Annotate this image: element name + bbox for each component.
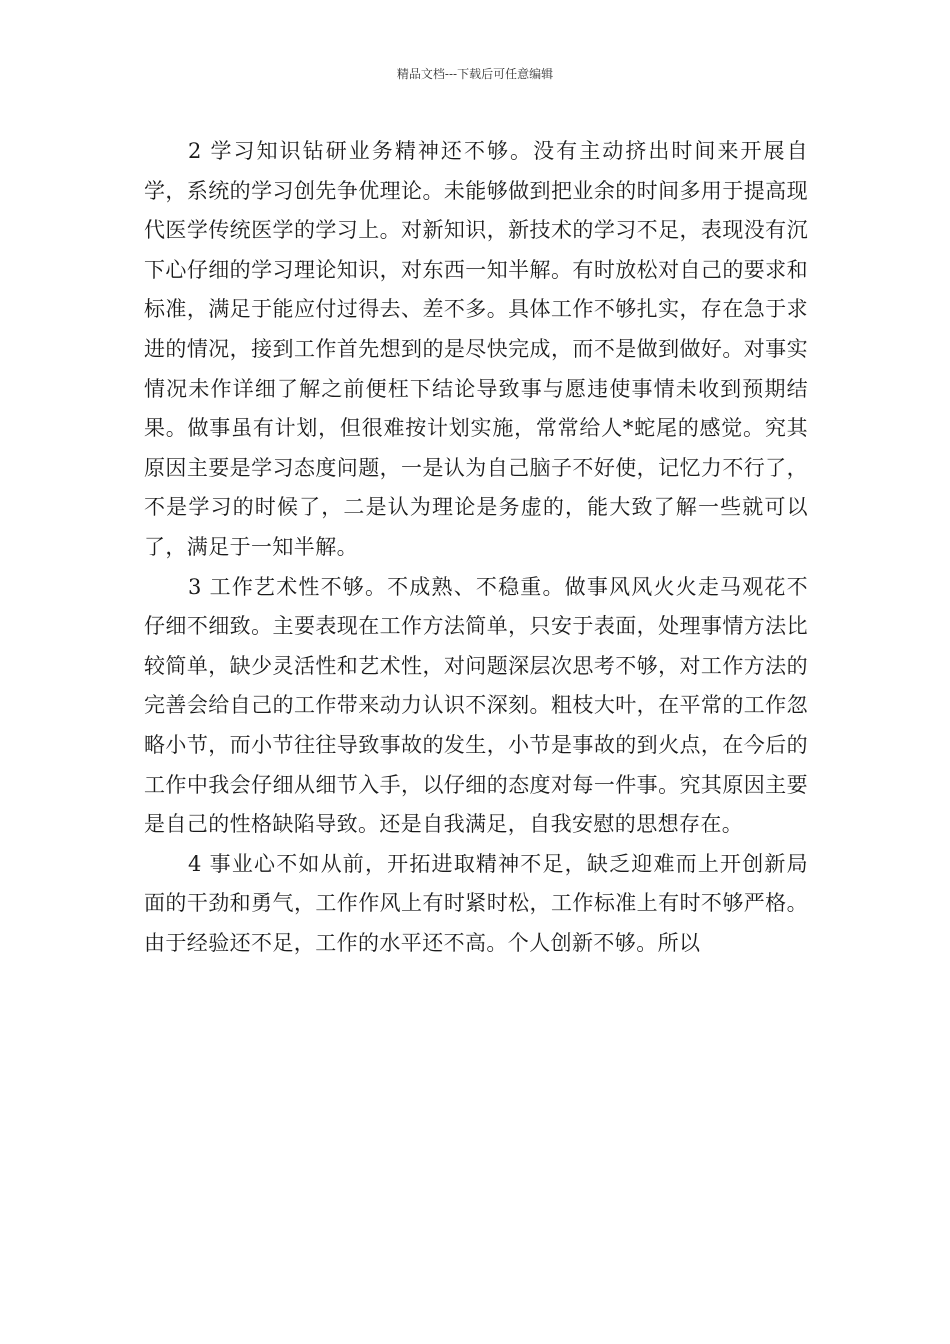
paragraph-2: 2 学习知识钻研业务精神还不够。没有主动挤出时间来开展自学，系统的学习创先争优理论。未能够做到把业余的时间多用于提高现代医学传统医学的学习上。对新知识，新技术的学习不足，表现没有沉下心仔细的学习理论知识，对东西一知半解。有时放松对自己的要求和标准，满足于能应付过得去、差不多。具体工作不够扎实，存在急于求进的情况，接到工作首先想到的是尽快完成，而不是做到做好。对事实情况未作详细了解之前便枉下结论导致事与愿违使事情未收到预期结果。做事虽有计划，但很难按计划实施，常常给人*蛇尾的感觉。究其原因主要是学习态度问题，一是认为自己脑子不好使，记忆力不行了，不是学习的时候了，二是认为理论是务虚的，能大致了解一些就可以了，满足于一知半解。 (144, 139, 808, 559)
document-body (144, 132, 808, 963)
paragraph-4: 4 事业心不如从前，开拓进取精神不足，缺乏迎难而上开创新局面的干劲和勇气，工作作风上有时紧时松，工作标准上有时不够严格。由于经验还不足，工作的水平还不高。个人创新不够。所以 (144, 851, 808, 955)
page-header: 精品文档---下载后可任意编辑 (396, 67, 554, 81)
paragraph-3: 3 工作艺术性不够。不成熟、不稳重。做事风风火火走马观花不仔细不细致。主要表现在工作方法简单，只安于表面，处理事情方法比较简单，缺少灵活性和艺术性，对问题深层次思考不够，对工作方法的完善会给自己的工作带来动力认识不深刻。粗枝大叶，在平常的工作忽略小节，而小节往往导致事故的发生，小节是事故的到火点，在今后的工作中我会仔细从细节入手，以仔细的态度对每一件事。究其原因主要是自己的性格缺陷导致。还是自我满足，自我安慰的思想存在。 (144, 574, 808, 837)
